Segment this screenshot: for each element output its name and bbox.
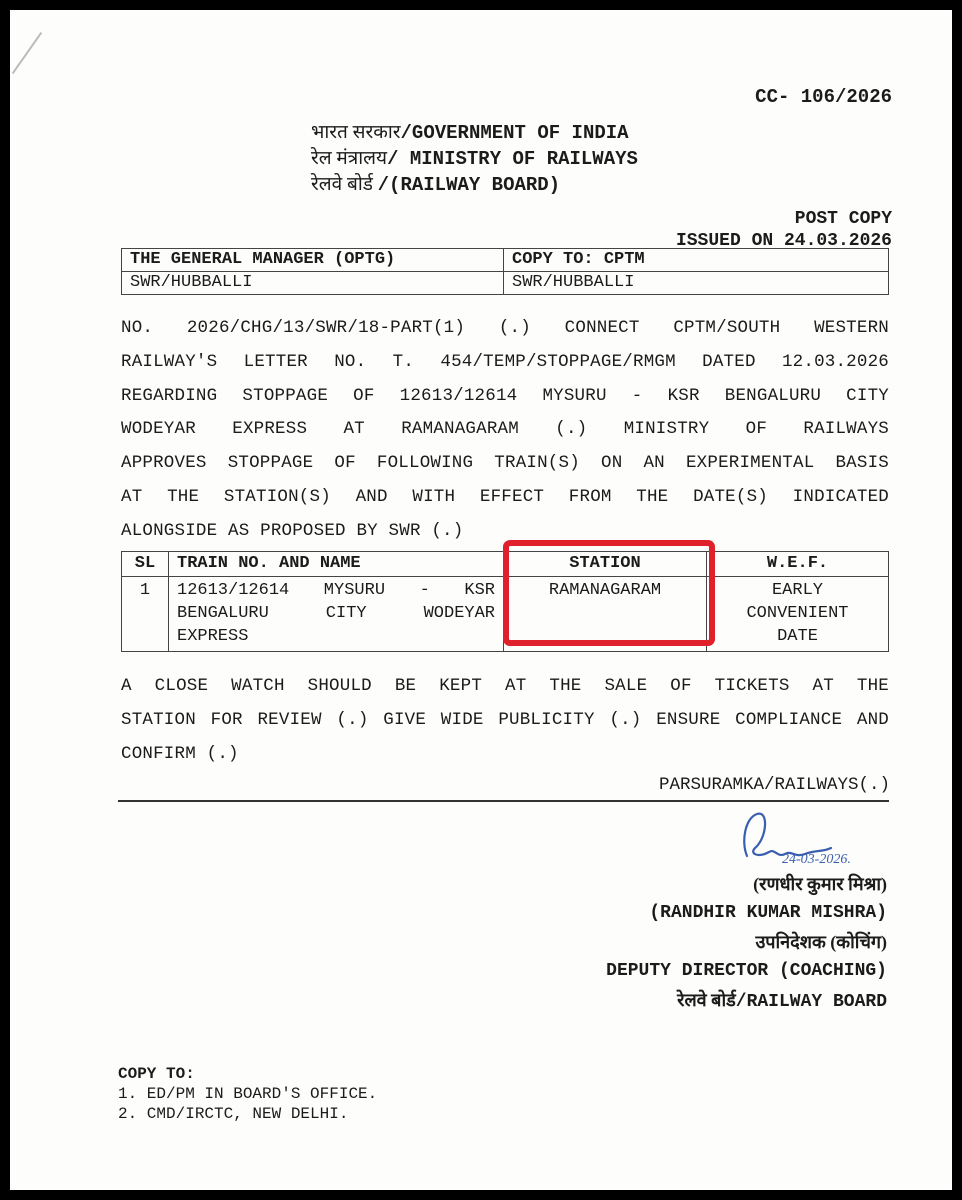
body-line: APPROVES STOPPAGE OF FOLLOWING TRAIN(S) ON AN EXPERIMENTAL BASIS — [121, 453, 889, 474]
document-number: CC- 106/2026 — [755, 86, 892, 108]
cell-train — [169, 577, 504, 652]
addressee-to-place: SWR/HUBBALLI — [122, 272, 504, 295]
wef-line: DATE — [777, 627, 818, 646]
addressee-to: THE GENERAL MANAGER (OPTG) — [122, 249, 504, 272]
body-line: WODEYAR EXPRESS AT RAMANAGARAM (.) MINISTRY OF RAILWAYS — [121, 419, 889, 440]
post-copy-label: POST COPY — [794, 209, 892, 229]
train-line: 12613/12614 MYSURU - KSR — [177, 581, 495, 600]
body-line: RAILWAY'S LETTER NO. T. 454/TEMP/STOPPAGE/RMGM DATED 12.03.2026 — [121, 351, 889, 372]
signature-date: 24-03-2026. — [782, 852, 851, 867]
copy-to-item: 2. CMD/IRCTC, NEW DELHI. — [118, 1105, 349, 1123]
signatory-name-en: (RANDHIR KUMAR MISHRA) — [649, 903, 887, 923]
closing-line: STATION FOR REVIEW (.) GIVE WIDE PUBLICITY (.) ENSURE COMPLIANCE AND — [121, 709, 889, 730]
signatory-title-hi: उपनिदेशक (कोचिंग) — [755, 932, 887, 952]
letterhead — [311, 120, 638, 198]
letterhead-line-1: भारत सरकार/GOVERNMENT OF INDIA — [311, 122, 629, 144]
station-highlight-box — [503, 540, 715, 646]
body-paragraph — [121, 312, 889, 549]
closing-line-last: CONFIRM (.) — [121, 743, 239, 764]
header-train: TRAIN NO. AND NAME — [169, 552, 504, 577]
scan-mark — [12, 32, 42, 74]
cell-wef — [707, 577, 889, 652]
body-line: REGARDING STOPPAGE OF 12613/12614 MYSURU - KSR BENGALURU CITY — [121, 385, 889, 406]
wef-line: CONVENIENT — [746, 604, 849, 623]
addressee-table — [121, 248, 889, 295]
copy-to-label: COPY TO: — [118, 1065, 195, 1083]
closing-paragraph — [121, 670, 889, 771]
header-station: STATION — [504, 552, 707, 577]
addressee-place-row — [122, 272, 889, 295]
wef-line: EARLY — [771, 581, 823, 600]
signatory-org: रेलवे बोर्ड/RAILWAY BOARD — [677, 990, 887, 1012]
copy-to-block — [118, 1064, 377, 1124]
body-line-last: ALONGSIDE AS PROPOSED BY SWR (.) — [121, 520, 464, 541]
addressee-copy: COPY TO: CPTM — [504, 249, 889, 272]
header-sl: SL — [122, 552, 169, 577]
signatory-name-hi: (रणधीर कुमार मिश्रा) — [753, 874, 887, 894]
header-wef: W.E.F. — [707, 552, 889, 577]
body-line: AT THE STATION(S) AND WITH EFFECT FROM THE DATE(S) INDICATED — [121, 486, 889, 507]
sign-off: PARSURAMKA/RAILWAYS(.) — [658, 775, 890, 795]
train-line: BENGALURU CITY WODEYAR — [177, 604, 495, 623]
letterhead-line-2: रेल मंत्रालय/ MINISTRY OF RAILWAYS — [311, 148, 638, 170]
closing-line: A CLOSE WATCH SHOULD BE KEPT AT THE SALE OF TICKETS AT THE — [121, 676, 889, 696]
letterhead-line-3: रेलवे बोर्ड /(RAILWAY BOARD) — [311, 174, 561, 196]
cell-station: RAMANAGARAM — [504, 577, 707, 652]
copy-to-item: 1. ED/PM IN BOARD'S OFFICE. — [118, 1085, 378, 1103]
issued-on-label: ISSUED ON 24.03.2026 — [675, 231, 892, 251]
signatory-title-en: DEPUTY DIRECTOR (COACHING) — [606, 961, 887, 981]
addressee-row — [122, 249, 889, 272]
signatory-block — [606, 870, 887, 1017]
cell-sl: 1 — [122, 577, 169, 652]
body-line: NO. 2026/CHG/13/SWR/18-PART(1) (.) CONNECT CPTM/SOUTH WESTERN — [121, 318, 889, 338]
train-line-last: EXPRESS — [177, 627, 249, 646]
divider-line — [118, 800, 889, 802]
addressee-copy-place: SWR/HUBBALLI — [504, 272, 889, 295]
